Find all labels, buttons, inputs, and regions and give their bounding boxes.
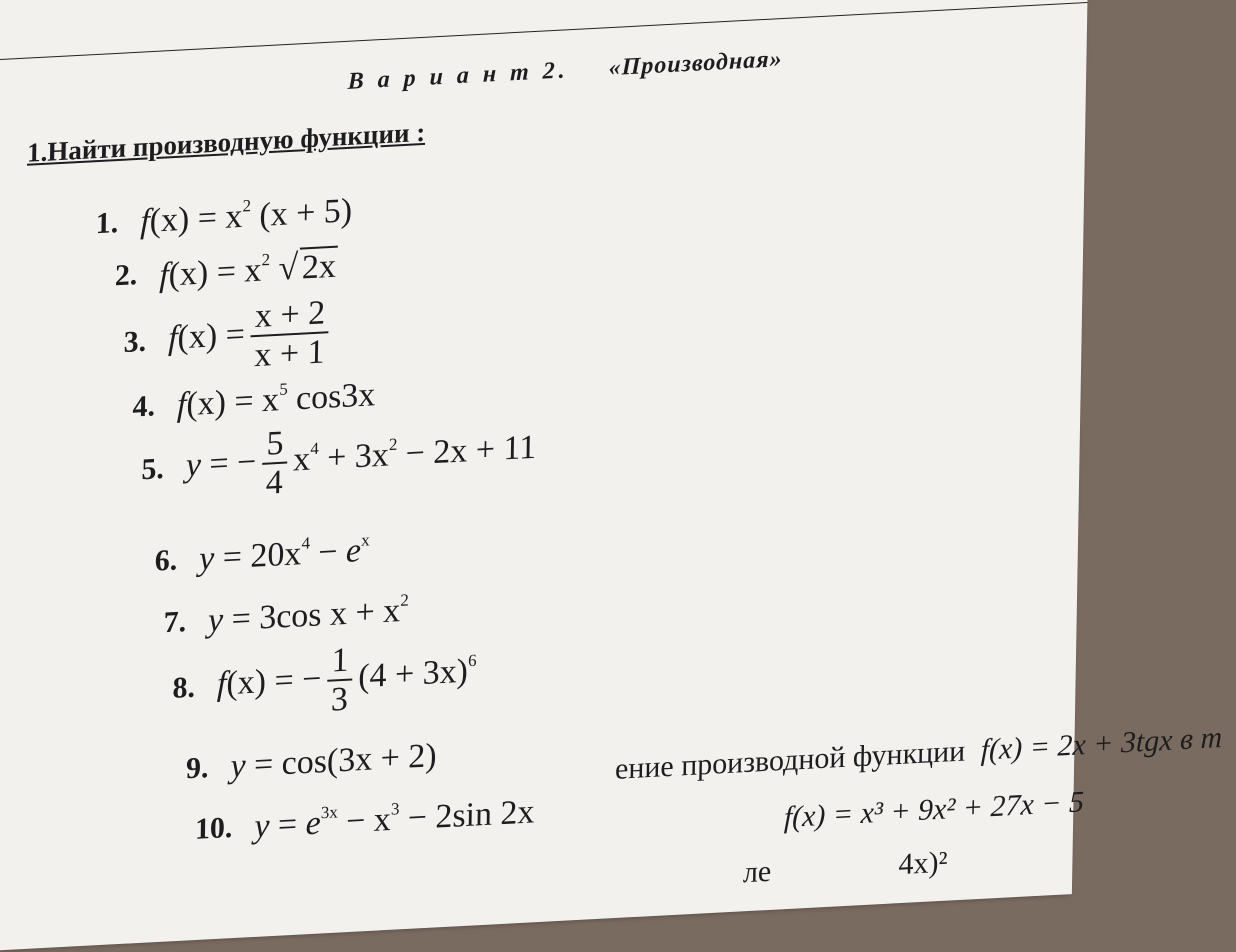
formula-9: y = cos(3x + 2) [230, 737, 437, 785]
task-2-line-2 [784, 785, 1085, 835]
list-item [186, 737, 437, 788]
list-item [154, 530, 369, 581]
variant-label: В а р и а н т 2. [347, 57, 570, 95]
task-2-formula-2: f(x) = x³ + 9x² + 27x − 5 [783, 785, 1085, 835]
task-2-text-prefix: ле [742, 854, 772, 890]
list-item [132, 375, 375, 427]
item-number: 5. [141, 452, 165, 487]
item-number: 7. [163, 604, 187, 639]
item-number: 3. [123, 325, 147, 360]
list-item [114, 244, 338, 298]
formula-10: $y = e^{3x} - x^3 - 2\sin$ 2x [254, 793, 535, 846]
topic-title: «Производная» [608, 46, 783, 82]
item-number: 10. [194, 810, 233, 846]
task-1-title: 1.Найти производную функции : [26, 116, 426, 168]
formula-3: f(x) = $\frac{x + 2}{x + 1}$ [167, 294, 335, 380]
list-item [123, 294, 336, 382]
task-2-formula-3: 4x)² [898, 845, 948, 882]
list-item [163, 590, 409, 642]
task-2-line-3 [743, 846, 948, 891]
task-2-text: ение производной функции [614, 734, 966, 786]
formula-1: $f(x) = x^2$ (x + 5) [139, 192, 353, 241]
item-number: 8. [172, 671, 196, 706]
formula-5: y = − $\frac{5}{4}$ $x^4 + 3x^2 - 2x + 11$ [185, 424, 537, 503]
formula-7: y = 3cos $x + x^2$ [207, 590, 409, 640]
item-number: 6. [154, 543, 178, 578]
list-item [195, 792, 535, 849]
item-number: 9. [185, 751, 209, 786]
formula-2: $f(x) = x^2$ √2x [159, 244, 338, 295]
list-item [141, 411, 537, 509]
variant-heading [347, 46, 782, 96]
item-number: 2. [114, 258, 138, 293]
item-number: 1. [95, 205, 119, 240]
list-item [95, 191, 352, 244]
item-number: 4. [132, 388, 156, 424]
task-2-line-1 [615, 721, 1223, 787]
formula-8: f(x) = − $\frac{1}{3}$ $(4 + 3x)^6$ [216, 641, 477, 720]
task-2-formula-1: f(x) = 2x + 3tgx в т [980, 720, 1223, 767]
formula-6: $y = 20x^4 - e^x$ [198, 530, 370, 578]
formula-4: $f(x) = x^5$ cos3x [176, 376, 376, 424]
list-item [172, 635, 477, 728]
